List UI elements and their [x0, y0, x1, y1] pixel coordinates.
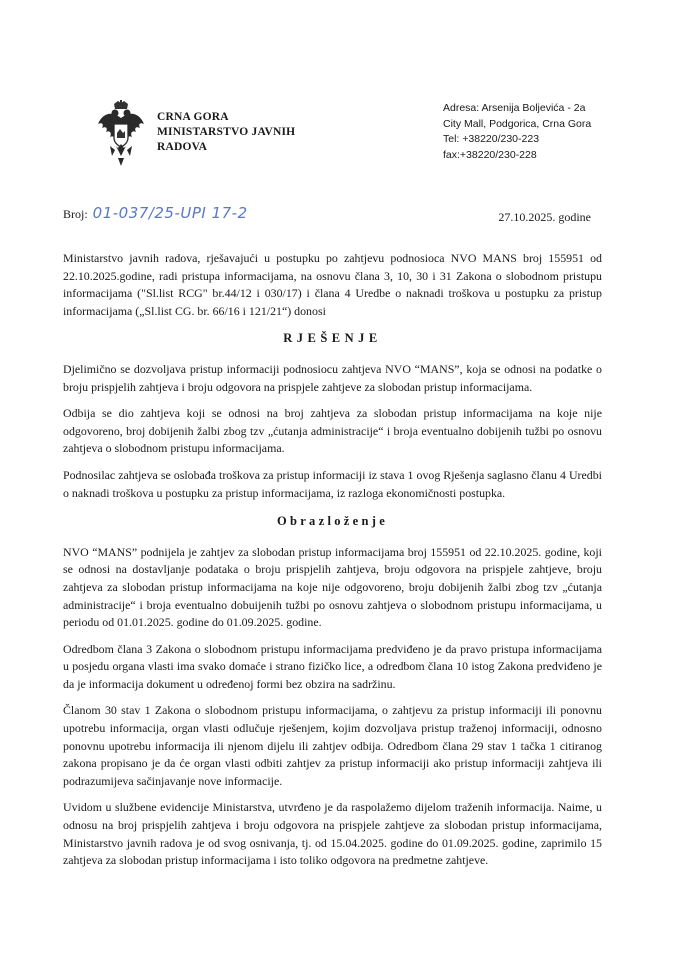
reasoning-paragraph: Članom 30 stav 1 Zakona o slobodnom pristupu informacijama, o zahtjevu za pristup informaciji ili ponovnu upotrebu informacija, organ vlasti odlučuje rješenjem, kojim dozvoljava pristup traženoj informaciji, odnosno ponovnu upotrebu informacija ili njenom dijelu ili zahtjev odbija. Odredbom člana 29 stav 1 tačka 1 citiranog zakona propisano je da će organ vlasti odbiti zahtjev za pristup informaciji ako pristup informaciji zahtjeva ili podrazumijeva sačinjavanje nove informacije. — [63, 703, 602, 788]
reasoning-paragraph: NVO “MANS” podnijela je zahtjev za slobodan pristup informacijama broj 155951 od 22.10.2025. godine, koji se odnosi na dostavljanje podataka o broju prispjelih zahtjeva, broju odgovora na prispjele zahtjeve, broju zahtjeva za slobodan pristup informacijama na koje nije odgovoreno, broju dobijenih žalbi zbog tzv „ćutanja administracije“ i broja eventualno dobuijenih tužbi po osnovu zahtjeva o slobodnom pristupu informacijama, u periodu od 01.01.2025. godine do 01.09.2025. godine. — [63, 544, 602, 630]
reference-handwritten-number: 01-037/25-UPI 17-2 — [92, 204, 248, 222]
organization-line: MINISTARSTVO JAVNIH — [157, 126, 296, 138]
organization-line: RADOVA — [157, 141, 208, 153]
document-date: 27.10.2025. godine — [498, 210, 591, 224]
intro-paragraph: Ministarstvo javnih radova, rješavajući u postupku po zahtjevu podnosioca NVO MANS broj 155951 od 22.10.2025.godine, radi pristupa informacijama, na osnovu člana 3, 10, 30 i 31 Zakona o slobodnom pristupu informacijama ("Sl.list RCG" br.44/12 i 030/17) i člana 4 Uredbe o naknadi troškova u postupku za pristup informacijama („Sl.list CG. br. 66/16 i 121/21“) donosi — [63, 251, 602, 318]
reasoning-heading: Obrazloženje — [276, 514, 389, 529]
decision-heading: RJEŠENJE — [283, 331, 382, 346]
decision-paragraph: Djelimično se dozvoljava pristup informaciji podnosiocu zahtjeva NVO “MANS”, koja se odnosi na podatke o broju prispjelih zahtjeva i broju odgovora na prispjele zahtjeve za slobodan pristup informacijama. — [63, 361, 602, 394]
montenegro-coat-of-arms-icon — [96, 100, 146, 172]
reference-number — [63, 203, 248, 224]
organization-name — [157, 110, 295, 155]
reasoning-paragraph: Uvidom u službene evidencije Ministarstva, utvrđeno je da raspolažemo dijelom traženih informacija. Naime, u odnosu na broj prispjelih zahtjeva i broju odgovora na prispjele zahtjeve za slobodan pristup informacijama, Ministarstvo javnih radova je od svog osnivanja, tj. od 15.04.2025. godine do 01.09.2025. godine, zaprimilo 15 zahtjeva za slobodan pristup informacijama i isto toliko odgovora na predmetne zahtjeve. — [63, 800, 602, 868]
organization-line: CRNA GORA — [157, 111, 229, 123]
reasoning-paragraph: Odredbom člana 3 Zakona o slobodnom pristupu informacijama predviđeno je da pravo pristupa informacijama u posjedu organa vlasti ima svako domaće i strano fizičko lice, a odredbom člana 10 istog Zakona predviđeno je da je informacija dokument u određenoj formi bez obzira na sadržinu. — [63, 641, 602, 691]
contact-block — [443, 101, 591, 163]
address-line: Adresa: Arsenija Boljevića - 2a — [443, 102, 586, 114]
document-body — [63, 250, 602, 879]
reference-label: Broj: — [63, 207, 88, 221]
decision-paragraph: Podnosilac zahtjeva se oslobađa troškova za pristup informaciji iz stava 1 ovog Rješenja saglasno članu 4 Uredbi o naknadi troškova u postupku za pristup informacijama, iz razloga ekonomičnosti postupka. — [63, 467, 602, 500]
phone-line: Tel: +38220/230-223 — [443, 133, 540, 145]
decision-paragraph: Odbija se dio zahtjeva koji se odnosi na broj zahtjeva za slobodan pristup informacijama na koje nije odgovoreno, broj dobijenih žalbi zbog tzv „ćutanja administracije“ i broja eventualno dobijenih tužbi po osnovu zahtjeva o slobodnom pristupu informacijama. — [63, 406, 602, 456]
address-city-line: City Mall, Podgorica, Crna Gora — [443, 117, 592, 130]
fax-line: fax:+38220/230-228 — [443, 148, 537, 161]
